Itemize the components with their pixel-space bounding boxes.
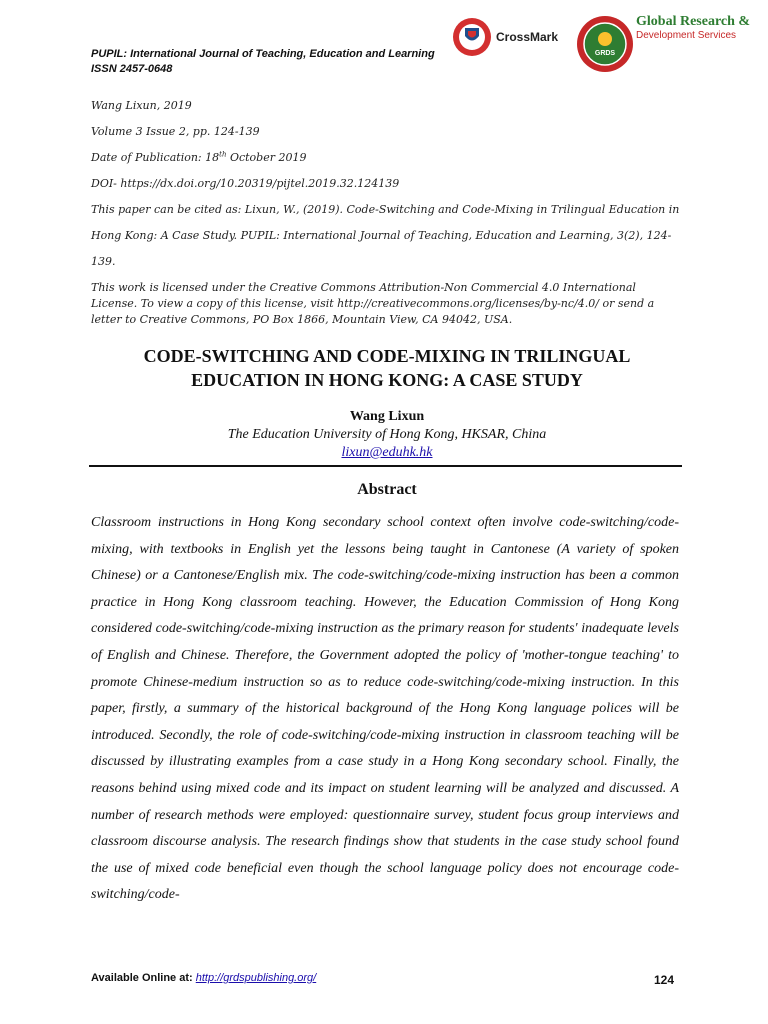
license-notice: This work is licensed under the Creative Commons Attribution-Non Commercial 4.0 International License. To view a copy of this license, visit http://creativecommons.org/licenses/by-nc/4.0/ or send a letter to Creative Commons, PO Box 1866, Mountain View, CA 94042, USA. bbox=[91, 281, 655, 326]
abstract-text: Classroom instructions in Hong Kong secondary school context often involve code-switching/code-mixing, with textbooks in English yet the lessons being taught in Cantonese (A variety of spoken Chinese) or a Cantonese/English mix. The code-switching/code-mixing instruction has been a common practice in Hong Kong classroom teaching. However, the Education Commission of Hong Kong considered code-switching/code-mixing instruction as the primary reason for students' inadequate levels of English and Chinese. Therefore, the Government adopted the policy of 'mother-tongue teaching' to promote Chinese-medium instruction so as to reduce code-switching/code-mixing instruction. In this paper, firstly, a summary of the historical background of the Hong Kong language polices will be introduced. Secondly, the role of code-switching/code-mixing instruction in classroom teaching will be discussed by illustrating examples from a case study in a Hong Kong secondary school. Finally, the reasons behind using mixed code and its impact on student learning will be analyzed and discussed. A number of research methods were employed: questionnaire survey, student focus group interviews and classroom discourse analysis. The research findings show that students in the case study school found the use of mixed code beneficial even though the school language policy does not encourage code-switching/code- bbox=[91, 515, 679, 903]
grds-logo bbox=[576, 15, 750, 73]
crossmark-icon bbox=[452, 17, 492, 57]
journal-issn: ISSN 2457-0648 bbox=[91, 63, 173, 75]
doi-link[interactable]: DOI- https://dx.doi.org/10.20319/pijtel.2019.32.124139 bbox=[91, 177, 400, 190]
footer-label: Available Online at: bbox=[91, 972, 196, 984]
publication-date: Date of Publication: 18th October 2019 bbox=[91, 150, 307, 164]
author-year: Wang Lixun, 2019 bbox=[91, 99, 192, 112]
author-affiliation: The Education University of Hong Kong, HKSAR, China bbox=[227, 427, 547, 442]
abstract-heading: Abstract bbox=[357, 481, 417, 498]
section-divider bbox=[89, 465, 682, 467]
grds-seal-icon bbox=[576, 15, 634, 73]
author-email-link[interactable]: lixun@eduhk.hk bbox=[341, 445, 433, 460]
title-line-1: CODE-SWITCHING AND CODE-MIXING IN TRILINGUAL bbox=[143, 346, 631, 366]
article-title bbox=[91, 344, 683, 392]
author-block bbox=[91, 408, 683, 462]
svg-text:GRDS: GRDS bbox=[594, 50, 616, 57]
crossmark-logo[interactable] bbox=[452, 17, 558, 57]
footer-link[interactable]: http://grdspublishing.org/ bbox=[195, 972, 317, 984]
grds-name: Global Research & bbox=[636, 14, 751, 29]
footer bbox=[91, 972, 316, 984]
author-name: Wang Lixun bbox=[349, 409, 425, 424]
title-line-2: EDUCATION IN HONG KONG: A CASE STUDY bbox=[191, 370, 583, 390]
page-number: 124 bbox=[654, 973, 675, 987]
citation: This paper can be cited as: Lixun, W., (2019). Code-Switching and Code-Mixing in Trilingual Education in Hong Kong: A Case Study. PUPIL: International Journal of Teaching, Education and Learning, 3(2), 124-139. bbox=[91, 203, 680, 268]
journal-header bbox=[91, 47, 435, 77]
grds-subname: Development Services bbox=[636, 30, 737, 41]
volume-info: Volume 3 Issue 2, pp. 124-139 bbox=[91, 125, 260, 138]
crossmark-label: CrossMark bbox=[496, 30, 559, 44]
journal-title: PUPIL: International Journal of Teaching, Education and Learning bbox=[91, 48, 435, 60]
article-metadata bbox=[91, 93, 683, 328]
